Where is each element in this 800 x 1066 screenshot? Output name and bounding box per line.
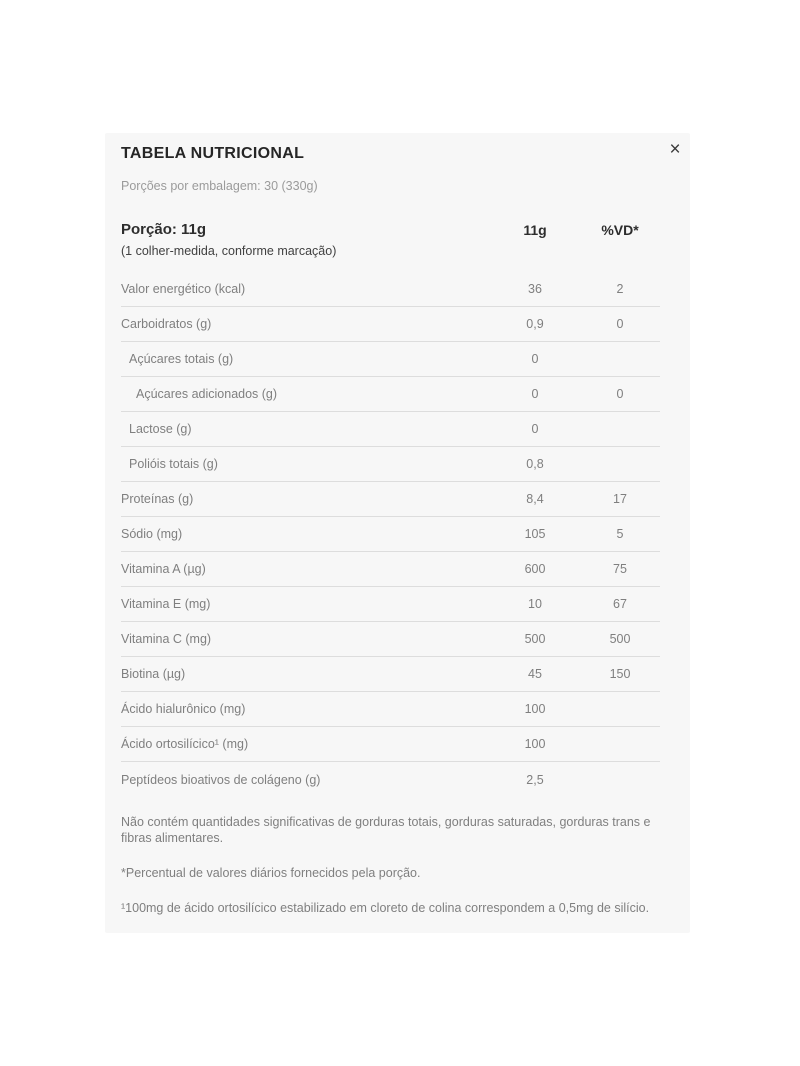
- nutrient-label: Vitamina E (mg): [121, 597, 211, 611]
- nutrient-amount: 100: [524, 737, 546, 751]
- table-row: [121, 727, 660, 762]
- footnote: *Percentual de valores diários fornecidos pela porção.: [121, 866, 421, 880]
- nutrient-label: Polióis totais (g): [129, 457, 218, 471]
- nutrient-label: Valor energético (kcal): [121, 282, 246, 296]
- page-title: TABELA NUTRICIONAL: [121, 145, 305, 162]
- amount-column-header: 11g: [523, 222, 547, 238]
- table-row: [121, 552, 660, 587]
- nutrient-label: Peptídeos bioativos de colágeno (g): [121, 772, 321, 787]
- nutrient-amount: 0: [531, 387, 539, 401]
- nutrient-amount: 0: [531, 352, 539, 366]
- nutrient-dv: 2: [616, 282, 624, 296]
- table-row: [121, 692, 660, 727]
- nutrient-amount: 36: [528, 282, 542, 296]
- table-row: [121, 377, 660, 412]
- nutrient-amount: 600: [524, 562, 546, 576]
- nutrient-label: Açúcares adicionados (g): [136, 387, 278, 401]
- portion-header-left: [121, 222, 490, 258]
- nutrient-amount: 2,5: [526, 772, 544, 787]
- nutrient-label: Ácido hialurônico (mg): [121, 702, 246, 716]
- nutrient-amount: 45: [528, 667, 542, 681]
- nutrient-amount: 8,4: [526, 492, 544, 506]
- nutrient-amount: 105: [524, 527, 546, 541]
- table-row: [121, 762, 660, 797]
- table-row: [121, 307, 660, 342]
- nutrient-dv: 0: [616, 387, 624, 401]
- modal-header: [121, 139, 681, 162]
- table-row: [121, 657, 660, 692]
- nutrient-dv: 75: [613, 562, 627, 576]
- nutrient-label: Biotina (µg): [121, 667, 186, 681]
- portion-header-row: [121, 222, 660, 258]
- nutrient-dv: 67: [613, 597, 627, 611]
- close-icon[interactable]: ×: [664, 139, 686, 161]
- servings-per-package-text: Porções por embalagem: 30 (330g): [121, 179, 318, 193]
- table-row: [121, 342, 660, 377]
- nutrient-label: Lactose (g): [129, 422, 192, 436]
- nutrient-label: Vitamina C (mg): [121, 632, 212, 646]
- nutrient-amount: 100: [524, 702, 546, 716]
- nutrient-amount: 0,9: [526, 317, 544, 331]
- nutrient-label: Proteínas (g): [121, 492, 194, 506]
- table-row: [121, 622, 660, 657]
- portion-label: Porção: 11g: [121, 221, 207, 238]
- dv-column-header: %VD*: [601, 222, 639, 238]
- nutrient-dv: 500: [609, 632, 631, 646]
- nutrition-modal: [105, 133, 690, 933]
- table-row: [121, 587, 660, 622]
- nutrient-dv: 17: [613, 492, 627, 506]
- nutrient-amount: 10: [528, 597, 542, 611]
- nutrient-amount: 0: [531, 422, 539, 436]
- nutrient-amount: 0,8: [526, 457, 544, 471]
- nutrient-label: Sódio (mg): [121, 527, 183, 541]
- nutrient-label: Carboidratos (g): [121, 317, 212, 331]
- table-row: [121, 412, 660, 447]
- nutrient-amount: 500: [524, 632, 546, 646]
- nutrition-table: [121, 272, 660, 797]
- nutrient-dv: 0: [616, 317, 624, 331]
- table-row: [121, 447, 660, 482]
- footnotes: [121, 814, 660, 916]
- table-row: [121, 517, 660, 552]
- portion-sublabel: (1 colher-medida, conforme marcação): [121, 244, 337, 258]
- table-row: [121, 482, 660, 517]
- table-row: [121, 272, 660, 307]
- nutrient-label: Ácido ortosilícico¹ (mg): [121, 737, 249, 751]
- footnote: ¹100mg de ácido ortosilícico estabilizado em cloreto de colina correspondem a 0,5mg de silício.: [121, 901, 650, 915]
- nutrient-label: Açúcares totais (g): [129, 352, 234, 366]
- nutrient-dv: 150: [609, 667, 631, 681]
- nutrient-label: Vitamina A (µg): [121, 562, 206, 576]
- footnote: Não contém quantidades significativas de gorduras totais, gorduras saturadas, gorduras trans e fibras alimentares.: [121, 815, 651, 845]
- nutrient-dv: 5: [616, 527, 624, 541]
